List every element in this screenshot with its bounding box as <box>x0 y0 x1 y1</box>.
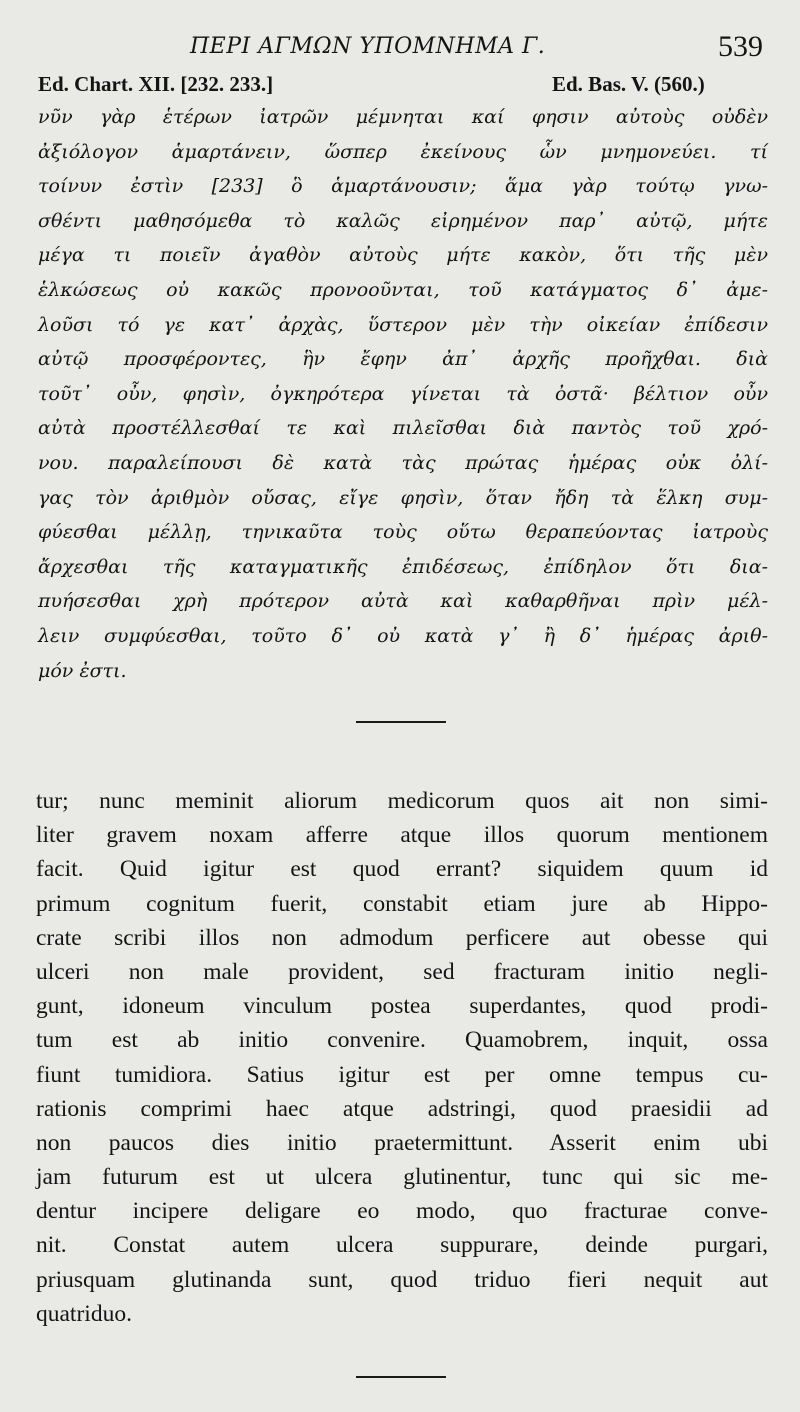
latin-text-line: rationis comprimi haec atque adstringi, quod praesidii ad <box>36 1095 768 1122</box>
greek-text-line: νῦν γὰρ ἑτέρων ἰατρῶν μέμνηται καί φησιν αὐτοὺς οὐδὲν <box>38 106 768 128</box>
latin-text-line: quatriduo. <box>36 1300 132 1327</box>
latin-text-line: dentur incipere deligare eo modo, quo fracturae conve- <box>36 1198 768 1225</box>
end-divider-rule <box>356 1376 446 1378</box>
latin-text-line: priusquam glutinanda sunt, quod triduo fieri nequit aut <box>36 1266 768 1293</box>
greek-text-line: σθέντι μαθησόμεθα τὸ καλῶς εἰρημένον παρ᾽ αὐτῷ, μήτε <box>38 209 768 232</box>
greek-text-line: ἄρχεσθαι τῆς καταγματικῆς ἐπιδέσεως, ἐπίδηλον ὅτι δια- <box>38 555 768 578</box>
edition-line <box>0 72 800 100</box>
greek-text-line: ἀξιόλογον ἁμαρτάνειν, ὥσπερ ἐκείνους ὧν μνημονεύει. τί <box>38 140 768 163</box>
latin-text-line: jam futurum est ut ulcera glutinentur, tunc qui sic me- <box>36 1164 768 1191</box>
latin-text-line: primum cognitum fuerit, constabit etiam jure ab Hippo- <box>36 890 768 917</box>
latin-text-line: ulceri non male provident, sed fracturam initio negli- <box>36 958 768 985</box>
greek-text-line: ἑλκώσεως οὐ κακῶς προνοοῦνται, τοῦ κατάγματος δ᾽ ἀμε- <box>38 278 768 301</box>
latin-text-block <box>36 784 768 1331</box>
greek-text-line: αὐτὰ προστέλλεσθαί τε καὶ πιλεῖσθαι διὰ παντὸς τοῦ χρό- <box>38 417 768 440</box>
running-title: ΠΕΡΙ ΑΓΜΩΝ ΥΠΟΜΝΗΜΑ Γ. <box>190 34 546 59</box>
greek-text-line: μόν ἐστι. <box>38 659 127 682</box>
greek-text-line: νου. παραλείπουσι δὲ κατὰ τὰς πρώτας ἡμέρας οὐκ ὀλί- <box>38 451 768 474</box>
latin-text-line: facit. Quid igitur est quod errant? siquidem quum id <box>36 856 768 883</box>
greek-text-line: αὐτῷ προσφέροντες, ἣν ἔφην ἀπ᾽ ἀρχῆς προῆχθαι. διὰ <box>38 348 768 371</box>
greek-text-line: γας τὸν ἀριθμὸν οὔσας, εἴγε φησὶν, ὅταν ἤδη τὰ ἕλκη συμ- <box>38 486 768 509</box>
latin-text-line: gunt, idoneum vinculum postea superdantes, quod prodi- <box>36 993 768 1020</box>
section-divider-rule <box>356 721 446 723</box>
edition-chartier-reference: Ed. Chart. XII. [232. 233.] <box>38 72 274 96</box>
latin-text-line: liter gravem noxam afferre atque illos quorum mentionem <box>36 822 768 849</box>
greek-text-block <box>38 100 768 688</box>
edition-basel-reference: Ed. Bas. V. (560.) <box>552 72 705 96</box>
greek-text-line: μέγα τι ποιεῖν ἀγαθὸν αὐτοὺς μήτε κακὸν, ὅτι τῆς μὲν <box>38 244 768 267</box>
running-head <box>0 30 800 70</box>
greek-text-line: λειν συμφύεσθαι, τοῦτο δ᾽ οὐ κατὰ γ᾽ ἢ δ᾽ ἡμέρας ἀριθ- <box>38 624 768 647</box>
greek-text-line: πυήσεσθαι χρὴ πρότερον αὐτὰ καὶ καθαρθῆναι πρὶν μέλ- <box>38 590 768 613</box>
greek-text-line: φύεσθαι μέλλῃ, τηνικαῦτα τοὺς οὕτω θεραπεύοντας ἰατροὺς <box>38 521 768 544</box>
greek-text-line: τοίνυν ἐστὶν [233] ὃ ἁμαρτάνουσιν; ἅμα γὰρ τούτῳ γνω- <box>38 175 768 198</box>
latin-text-line: nit. Constat autem ulcera suppurare, deinde purgari, <box>36 1232 768 1259</box>
greek-text-line: τοῦτ᾽ οὖν, φησὶν, ὀγκηρότερα γίνεται τὰ ὀστᾶ· βέλτιον οὖν <box>38 382 768 405</box>
latin-text-line: tum est ab initio convenire. Quamobrem, inquit, ossa <box>36 1027 768 1054</box>
latin-text-line: tur; nunc meminit aliorum medicorum quos ait non simi- <box>36 788 768 814</box>
latin-text-line: crate scribi illos non admodum perficere aut obesse qui <box>36 924 768 951</box>
latin-text-line: non paucos dies initio praetermittunt. Asserit enim ubi <box>36 1129 768 1156</box>
latin-text-line: fiunt tumidiora. Satius igitur est per omne tempus cu- <box>36 1061 768 1088</box>
page-number: 539 <box>718 30 763 63</box>
greek-text-line: λοῦσι τό γε κατ᾽ ἀρχὰς, ὕστερον μὲν τὴν οἰκείαν ἐπίδεσιν <box>38 313 768 336</box>
